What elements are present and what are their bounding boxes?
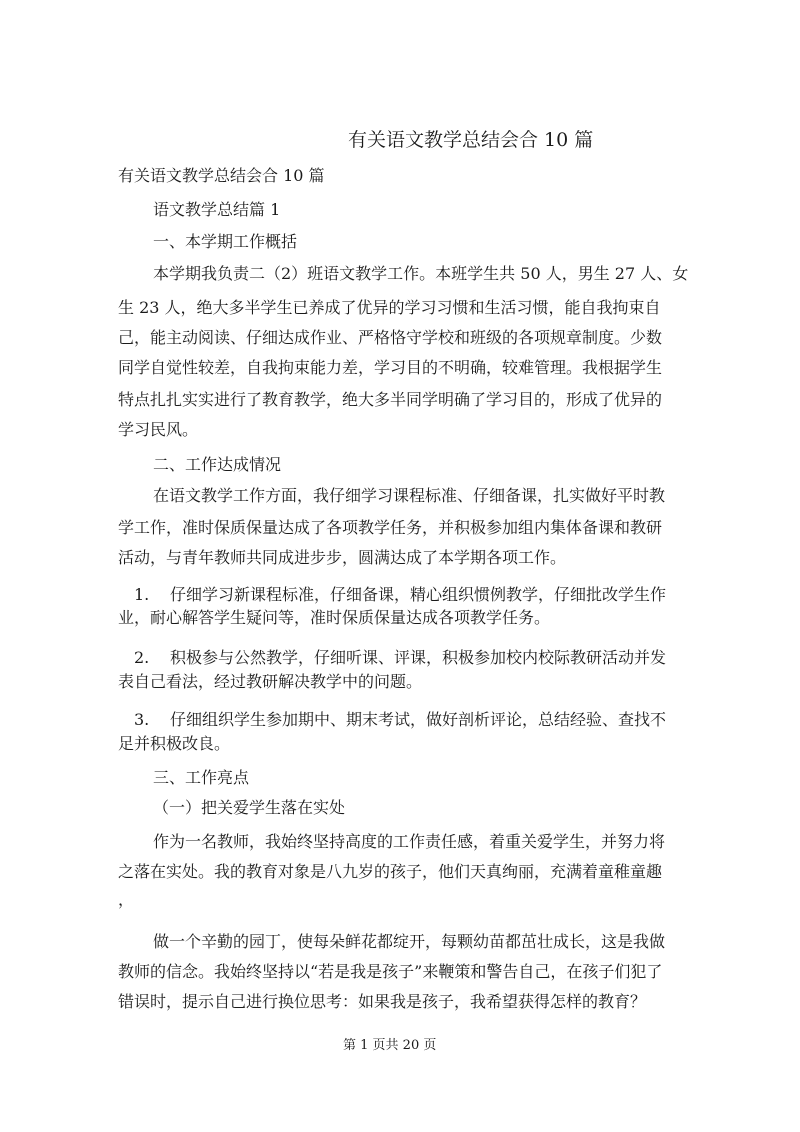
paragraph-line: 在语文教学工作方面，我仔细学习课程标准、仔细备课，扎实做好平时教 [153,486,666,505]
paragraph-line: 做一个辛勤的园丁，使每朵鲜花都绽开，每颗幼苗都茁壮成长，这是我做 [153,932,666,951]
paragraph-line: 学习民风。 [118,420,199,439]
paragraph-line: 错误时，提示自己进行换位思考：如果我是孩子，我希望获得怎样的教育？ [118,992,647,1011]
list-item-number: 2. [134,648,150,667]
list-item-text: 足并积极改良。 [118,734,231,753]
paragraph-line: 教师的信念。我始终坚持以“若是我是孩子”来鞭策和警告自己，在孩子们犯了 [118,962,663,981]
list-item-text: 仔细学习新课程标准，仔细备课，精心组织惯例教学，仔细批改学生作 [170,585,667,604]
paragraph-line: 己，能主动阅读、仔细达成作业、严格恪守学校和班级的各项规章制度。少数 [118,328,663,347]
paragraph-line: ， [118,890,135,909]
list-item-text: 表自己看法，经过教研解决教学中的问题。 [118,672,423,691]
page-number-footer: 第 1 页共 20 页 [343,1038,437,1053]
document-subtitle: 有关语文教学总结会合 10 篇 [118,166,325,185]
heading-highlights: 三、工作亮点 [153,768,250,787]
list-item-text: 积极参与公然教学，仔细听课、评课，积极参加校内校际教研活动并发 [170,648,667,667]
heading-summary: 一、本学期工作概括 [153,232,298,251]
paragraph-line: 同学自觉性较差，自我拘束能力差，学习目的不明确，较难管理。我根据学生 [118,358,663,377]
heading-work-status: 二、工作达成情况 [153,455,282,474]
paragraph-line: 学工作，准时保质保量达成了各项教学任务，并积极参加组内集体备课和教研 [118,518,663,537]
document-title: 有关语文教学总结会合 10 篇 [348,129,594,151]
list-item-number: 3. [134,710,150,729]
paragraph-line: 生 23 人，绝大多半学生已养成了优异的学习习惯和生活习惯，能自我拘束自 [118,298,661,317]
list-item-number: 1. [134,585,150,604]
paragraph-line: 作为一名教师，我始终坚持高度的工作责任感，着重关爱学生，并努力将 [153,832,666,851]
paragraph-line: 本学期我负责二（2）班语文教学工作。本班学生共 50 人，男生 27 人、女 [153,264,689,283]
paragraph-line: 之落在实处。我的教育对象是八九岁的孩子，他们天真绚丽，充满着童稚童趣 [118,862,663,881]
list-item-text: 业，耐心解答学生疑问等，准时保质保量达成各项教学任务。 [118,608,551,627]
paragraph-line: 活动，与青年教师共同成进步步，圆满达成了本学期各项工作。 [118,548,567,567]
subheading-care: （一）把关爱学生落在实处 [153,798,346,817]
section-title: 语文教学总结篇 1 [153,200,281,219]
list-item-text: 仔细组织学生参加期中、期末考试，做好剖析评论，总结经验、查找不 [170,710,667,729]
paragraph-line: 特点扎扎实实进行了教育教学，绝大多半同学明确了学习目的，形成了优异的 [118,390,663,409]
